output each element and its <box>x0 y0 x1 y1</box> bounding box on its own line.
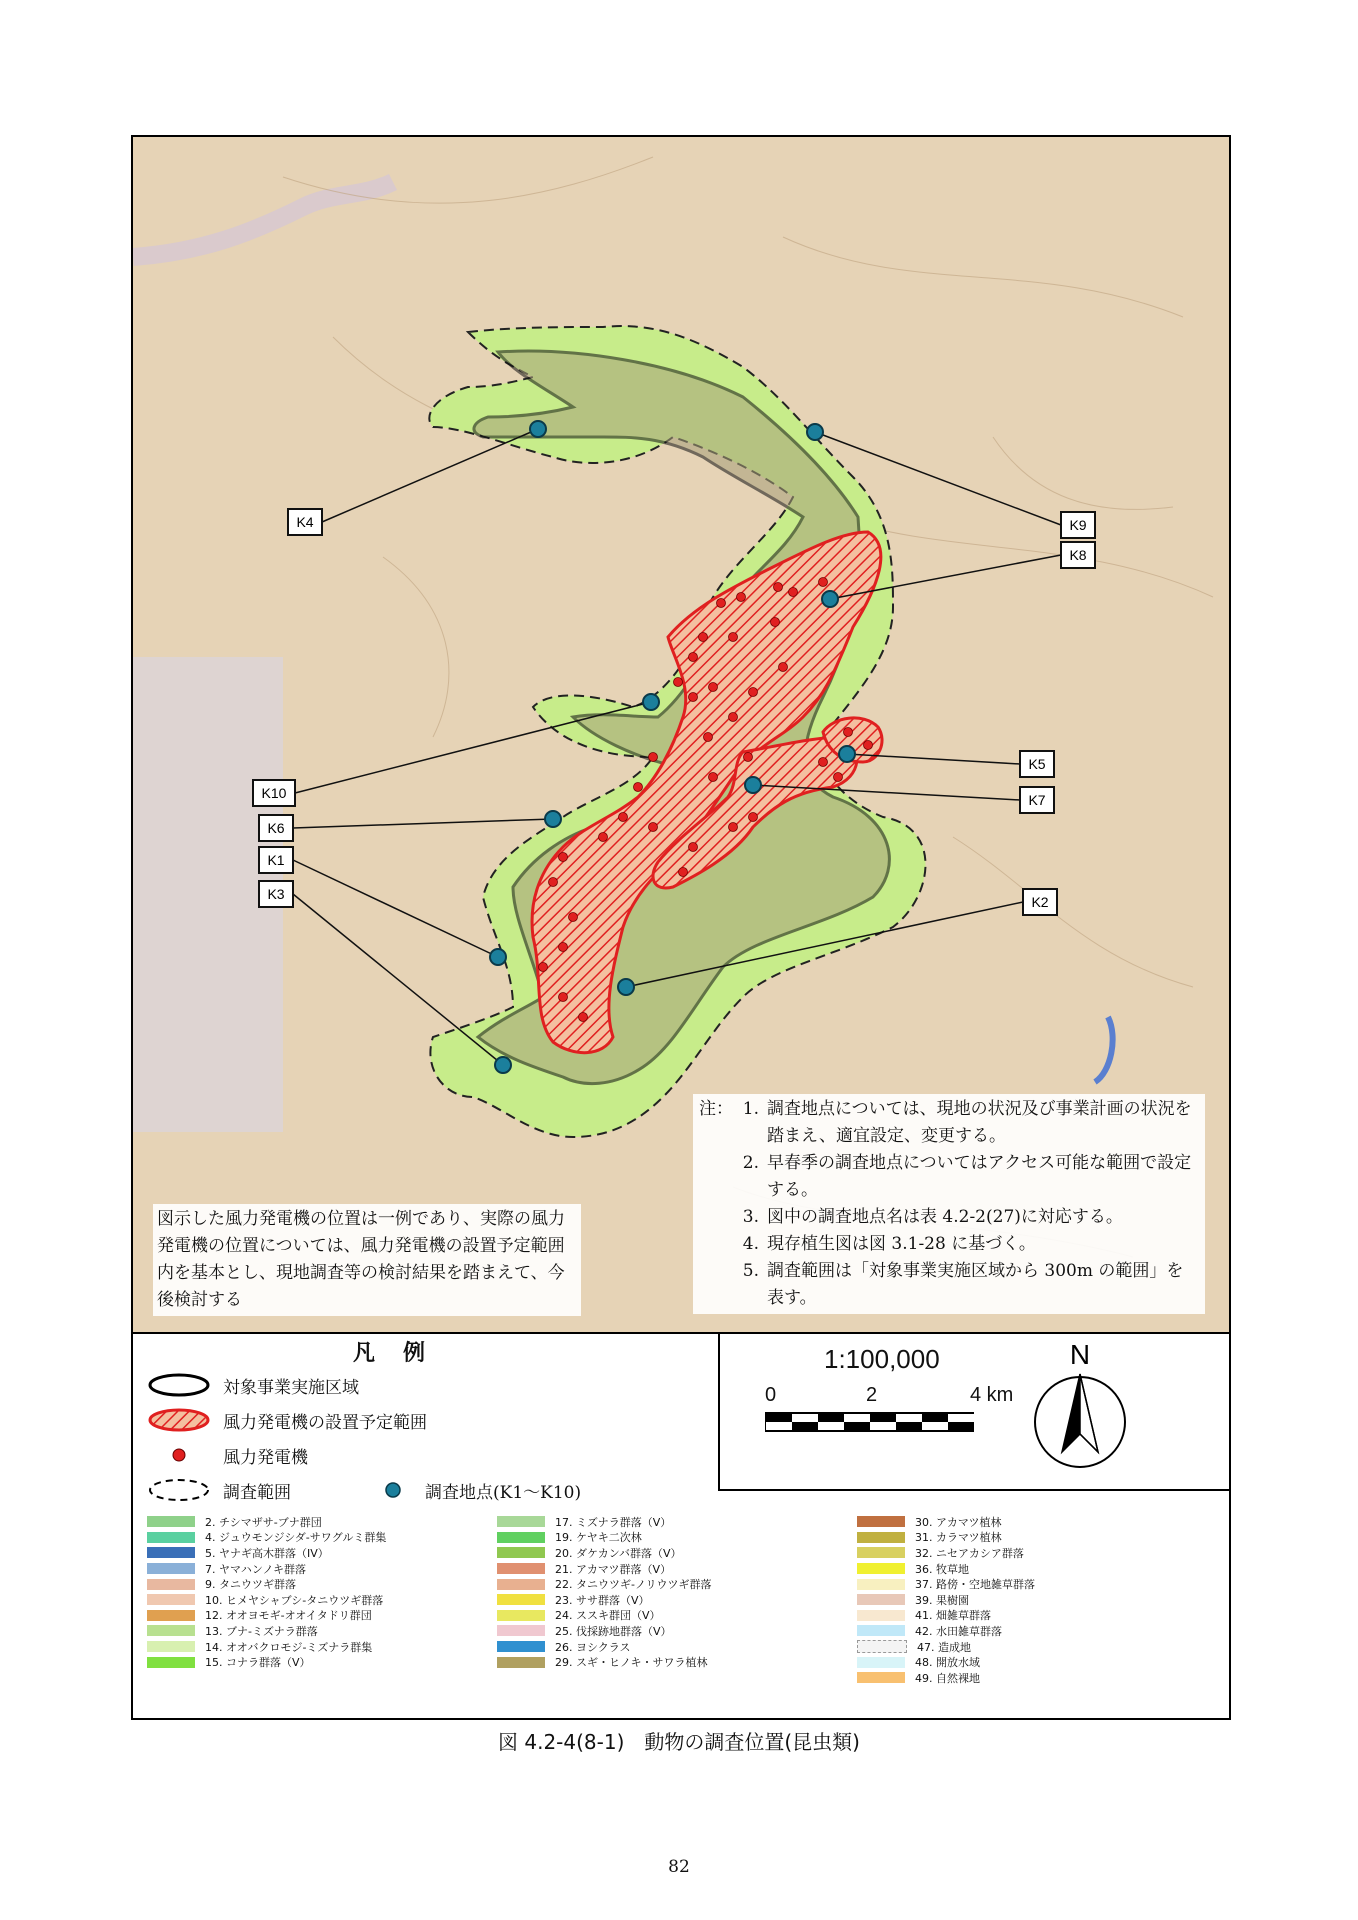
vegetation-label: 49. 自然裸地 <box>915 1671 980 1685</box>
vegetation-swatch <box>497 1657 545 1668</box>
survey-point-label: K9 <box>1069 517 1087 533</box>
vegetation-swatch <box>147 1563 195 1574</box>
vegetation-swatch <box>147 1532 195 1543</box>
wind-turbine-marker <box>729 633 738 642</box>
vegetation-label: 4. ジュウモンジシダ-サワグルミ群集 <box>205 1531 387 1545</box>
vegetation-swatch <box>147 1594 195 1605</box>
vegetation-column <box>857 1514 1187 1686</box>
survey-point-marker[interactable] <box>745 777 761 793</box>
vegetation-label: 12. オオヨモギ-オオイタドリ群団 <box>205 1609 372 1623</box>
vegetation-swatch <box>857 1610 905 1621</box>
survey-point-marker[interactable] <box>643 694 659 710</box>
vegetation-item <box>857 1592 1187 1608</box>
vegetation-label: 21. アカマツ群落（V） <box>555 1562 672 1576</box>
vegetation-swatch <box>857 1563 905 1574</box>
wind-turbine-marker <box>774 583 783 592</box>
wind-turbine-marker <box>649 823 658 832</box>
survey-point-marker[interactable] <box>839 746 855 762</box>
wind-turbine-marker <box>619 813 628 822</box>
vegetation-label: 20. ダケカンバ群落（V） <box>555 1546 682 1560</box>
scale-tick-label: 4 km <box>970 1384 1014 1406</box>
note-row <box>699 1096 1199 1150</box>
survey-point-marker[interactable] <box>618 979 634 995</box>
vegetation-label: 17. ミズナラ群落（V） <box>555 1515 672 1529</box>
legend-label: 調査範囲 <box>223 1482 291 1503</box>
wind-turbine-marker <box>729 713 738 722</box>
survey-point-marker[interactable] <box>822 591 838 607</box>
note-row <box>699 1150 1199 1204</box>
note-row <box>699 1204 1199 1231</box>
vegetation-item <box>857 1576 1187 1592</box>
vegetation-item <box>497 1576 827 1592</box>
vegetation-swatch <box>497 1610 545 1621</box>
survey-range-symbol-icon <box>147 1477 211 1503</box>
vegetation-label: 2. チシマザサ-ブナ群団 <box>205 1515 322 1529</box>
vegetation-item <box>497 1530 827 1546</box>
vegetation-label: 29. スギ・ヒノキ・サワラ植林 <box>555 1656 708 1670</box>
note-text: 図中の調査地点名は表 4.2-2(27)に対応する。 <box>767 1207 1123 1227</box>
scale-ratio: 1:100,000 <box>824 1344 940 1374</box>
vegetation-label: 47. 造成地 <box>917 1640 971 1654</box>
vegetation-swatch <box>147 1547 195 1558</box>
vegetation-item <box>857 1670 1187 1686</box>
vegetation-swatch <box>147 1516 195 1527</box>
vegetation-column <box>497 1514 827 1670</box>
vegetation-item <box>147 1592 477 1608</box>
vegetation-label: 39. 果樹園 <box>915 1593 969 1607</box>
vegetation-label: 42. 水田雑草群落 <box>915 1624 1002 1638</box>
wind-turbine-marker <box>729 823 738 832</box>
vegetation-item <box>147 1530 477 1546</box>
vegetation-item <box>857 1561 1187 1577</box>
legend-label: 対象事業実施区域 <box>223 1377 359 1398</box>
survey-point-marker[interactable] <box>530 421 546 437</box>
survey-point-label: K10 <box>261 785 287 801</box>
vegetation-label: 25. 伐採跡地群落（V） <box>555 1624 672 1638</box>
vegetation-label: 31. カラマツ植林 <box>915 1531 1002 1545</box>
turbine-symbol-icon <box>147 1442 211 1468</box>
note-text: 現存植生図は図 3.1-28 に基づく。 <box>767 1234 1036 1254</box>
vegetation-swatch <box>147 1625 195 1636</box>
wind-turbine-marker <box>717 599 726 608</box>
vegetation-swatch <box>497 1563 545 1574</box>
vegetation-swatch <box>857 1516 905 1527</box>
vegetation-label: 30. アカマツ植林 <box>915 1515 1002 1529</box>
legend-label: 風力発電機の設置予定範囲 <box>223 1412 427 1433</box>
wind-turbine-marker <box>559 943 568 952</box>
wind-turbine-marker <box>709 683 718 692</box>
note-row <box>699 1231 1199 1258</box>
vegetation-label: 32. ニセアカシア群落 <box>915 1546 1024 1560</box>
wind-turbine-marker <box>674 678 683 687</box>
vegetation-item <box>497 1592 827 1608</box>
note-prefix: 注： <box>699 1099 733 1119</box>
legend-turbine <box>147 1442 308 1468</box>
vegetation-swatch <box>497 1641 545 1652</box>
figure-frame <box>131 135 1231 1720</box>
vegetation-item <box>497 1514 827 1530</box>
vegetation-item <box>147 1654 477 1670</box>
vegetation-swatch <box>497 1594 545 1605</box>
note-number: 4. <box>742 1234 759 1254</box>
vegetation-label: 7. ヤマハンノキ群落 <box>205 1562 307 1576</box>
note-text: 調査範囲は「対象事業実施区域から 300m の範囲」を表す。 <box>767 1261 1184 1308</box>
vegetation-swatch <box>497 1532 545 1543</box>
wind-turbine-marker <box>819 578 828 587</box>
legend-title: 凡例 <box>353 1340 454 1366</box>
note-row <box>699 1258 1199 1312</box>
survey-point-symbol-icon <box>373 1477 413 1503</box>
vegetation-label: 14. オオバクロモジ-ミズナラ群集 <box>205 1640 373 1654</box>
wind-turbine-marker <box>834 773 843 782</box>
vegetation-item <box>857 1514 1187 1530</box>
wind-turbine-marker <box>689 653 698 662</box>
note-text: 調査地点については、現地の状況及び事業計画の状況を踏まえ、適宜設定、変更する。 <box>767 1099 1192 1146</box>
vegetation-swatch <box>857 1579 905 1590</box>
vegetation-item <box>857 1623 1187 1639</box>
vegetation-item <box>147 1561 477 1577</box>
legend-label: 風力発電機 <box>223 1447 308 1468</box>
survey-point-label: K1 <box>267 852 285 868</box>
vegetation-label: 13. ブナ-ミズナラ群落 <box>205 1624 318 1638</box>
vegetation-label: 19. ケヤキ二次林 <box>555 1531 642 1545</box>
wind-turbine-marker <box>864 741 873 750</box>
vegetation-label: 37. 路傍・空地雑草群落 <box>915 1578 1035 1592</box>
note-number: 1. <box>742 1099 759 1119</box>
wind-turbine-marker <box>559 853 568 862</box>
vegetation-item <box>497 1623 827 1639</box>
note-turbine-position: 図示した風力発電機の位置は一例であり、実際の風力発電機の位置については、風力発電機の設置予定範囲内を基本とし、現地調査等の検討結果を踏まえて、今後検討する <box>153 1204 581 1316</box>
vegetation-item <box>857 1530 1187 1546</box>
wind-turbine-marker <box>749 813 758 822</box>
wind-turbine-marker <box>539 963 548 972</box>
wind-turbine-marker <box>699 633 708 642</box>
survey-point-label: K7 <box>1028 792 1046 808</box>
wind-turbine-marker <box>749 688 758 697</box>
wind-turbine-marker <box>704 733 713 742</box>
vegetation-swatch <box>147 1610 195 1621</box>
survey-point-label: K2 <box>1031 894 1049 910</box>
vegetation-item <box>147 1576 477 1592</box>
vegetation-swatch <box>147 1657 195 1668</box>
legend-project-area <box>147 1372 359 1398</box>
vegetation-item <box>147 1623 477 1639</box>
note-number: 5. <box>742 1261 759 1281</box>
wind-turbine-marker <box>689 693 698 702</box>
wind-turbine-marker <box>737 593 746 602</box>
vegetation-swatch <box>857 1672 905 1683</box>
legend-survey-range <box>147 1477 291 1503</box>
vegetation-label: 48. 開放水域 <box>915 1656 980 1670</box>
vegetation-swatch <box>497 1516 545 1527</box>
wind-turbine-marker <box>679 868 688 877</box>
vegetation-label: 24. ススキ群団（V） <box>555 1609 661 1623</box>
wind-turbine-marker <box>709 773 718 782</box>
vegetation-item <box>497 1608 827 1624</box>
vegetation-label: 41. 畑雑草群落 <box>915 1609 991 1623</box>
vegetation-item <box>857 1639 1187 1655</box>
vegetation-label: 23. ササ群落（V） <box>555 1593 650 1607</box>
vegetation-swatch <box>147 1579 195 1590</box>
vegetation-swatch <box>147 1641 195 1652</box>
vegetation-item <box>497 1561 827 1577</box>
wind-turbine-marker <box>844 728 853 737</box>
vegetation-label: 36. 牧草地 <box>915 1562 969 1576</box>
wind-turbine-marker <box>789 588 798 597</box>
legend-symbols <box>133 1334 718 1509</box>
wind-turbine-marker <box>579 1013 588 1022</box>
vegetation-label: 15. コナラ群落（V） <box>205 1656 311 1670</box>
vegetation-swatch <box>857 1657 905 1668</box>
vegetation-label: 5. ヤナギ高木群落（IV） <box>205 1546 329 1560</box>
scale-tick-label: 2 <box>866 1384 878 1406</box>
vegetation-swatch <box>497 1547 545 1558</box>
vegetation-item <box>857 1654 1187 1670</box>
vegetation-item <box>497 1654 827 1670</box>
svg-text:N: N <box>1069 1339 1091 1370</box>
survey-point-marker[interactable] <box>545 811 561 827</box>
wind-turbine-marker <box>779 663 788 672</box>
legend-turbine-zone <box>147 1407 427 1433</box>
survey-point-marker[interactable] <box>807 424 823 440</box>
survey-point-marker[interactable] <box>495 1057 511 1073</box>
vegetation-item <box>147 1608 477 1624</box>
note-number: 2. <box>742 1153 759 1173</box>
turbine-zone-symbol-icon <box>147 1407 211 1433</box>
wind-turbine-marker <box>689 843 698 852</box>
vegetation-item <box>147 1514 477 1530</box>
notes-block <box>693 1094 1205 1314</box>
wind-turbine-marker <box>634 783 643 792</box>
survey-point-label: K5 <box>1028 756 1046 772</box>
wind-turbine-marker <box>569 913 578 922</box>
scale-and-north <box>718 1334 1229 1491</box>
project-area-symbol-icon <box>147 1372 211 1398</box>
vegetation-legend <box>147 1514 1217 1714</box>
note-text: 早春季の調査地点についてはアクセス可能な範囲で設定する。 <box>767 1153 1192 1200</box>
vegetation-label: 26. ヨシクラス <box>555 1640 631 1654</box>
legend-label: 調査地点(K1～K10) <box>425 1482 582 1503</box>
vegetation-label: 9. タニウツギ群落 <box>205 1578 296 1592</box>
scale-tick-label: 0 <box>765 1384 777 1406</box>
figure-caption: 図 4.2-4(8-1) 動物の調査位置(昆虫類) <box>498 1730 860 1754</box>
scale-bar <box>765 1412 975 1438</box>
vegetation-swatch <box>497 1625 545 1636</box>
legend-panel <box>133 1334 1229 1720</box>
wind-turbine-marker <box>599 833 608 842</box>
vegetation-column <box>147 1514 477 1670</box>
legend-survey-point <box>373 1477 581 1503</box>
survey-point-label: K6 <box>267 820 285 836</box>
wind-turbine-marker <box>819 758 828 767</box>
survey-point-marker[interactable] <box>490 949 506 965</box>
vegetation-label: 22. タニウツギ-ノリウツギ群落 <box>555 1578 712 1592</box>
vegetation-swatch <box>857 1532 905 1543</box>
vegetation-item <box>497 1545 827 1561</box>
wind-turbine-marker <box>771 618 780 627</box>
wind-turbine-marker <box>549 878 558 887</box>
wind-turbine-marker <box>649 753 658 762</box>
vegetation-swatch <box>857 1625 905 1636</box>
vegetation-item <box>497 1639 827 1655</box>
wind-turbine-marker <box>744 753 753 762</box>
wind-turbine-marker <box>559 993 568 1002</box>
vegetation-item <box>857 1608 1187 1624</box>
vegetation-swatch <box>857 1547 905 1558</box>
note-number: 3. <box>742 1207 759 1227</box>
vegetation-item <box>147 1545 477 1561</box>
vegetation-swatch <box>857 1640 907 1653</box>
vegetation-swatch <box>497 1579 545 1590</box>
survey-point-label: K4 <box>296 514 314 530</box>
north-arrow-icon <box>1030 1334 1140 1484</box>
vegetation-swatch <box>857 1594 905 1605</box>
vegetation-item <box>857 1545 1187 1561</box>
vegetation-item <box>147 1639 477 1655</box>
vegetation-label: 10. ヒメヤシャブシ-タニウツギ群落 <box>205 1593 384 1607</box>
survey-point-label: K8 <box>1069 547 1087 563</box>
map-area[interactable] <box>133 137 1229 1334</box>
page-number: 82 <box>668 1857 690 1877</box>
survey-point-label: K3 <box>267 886 285 902</box>
